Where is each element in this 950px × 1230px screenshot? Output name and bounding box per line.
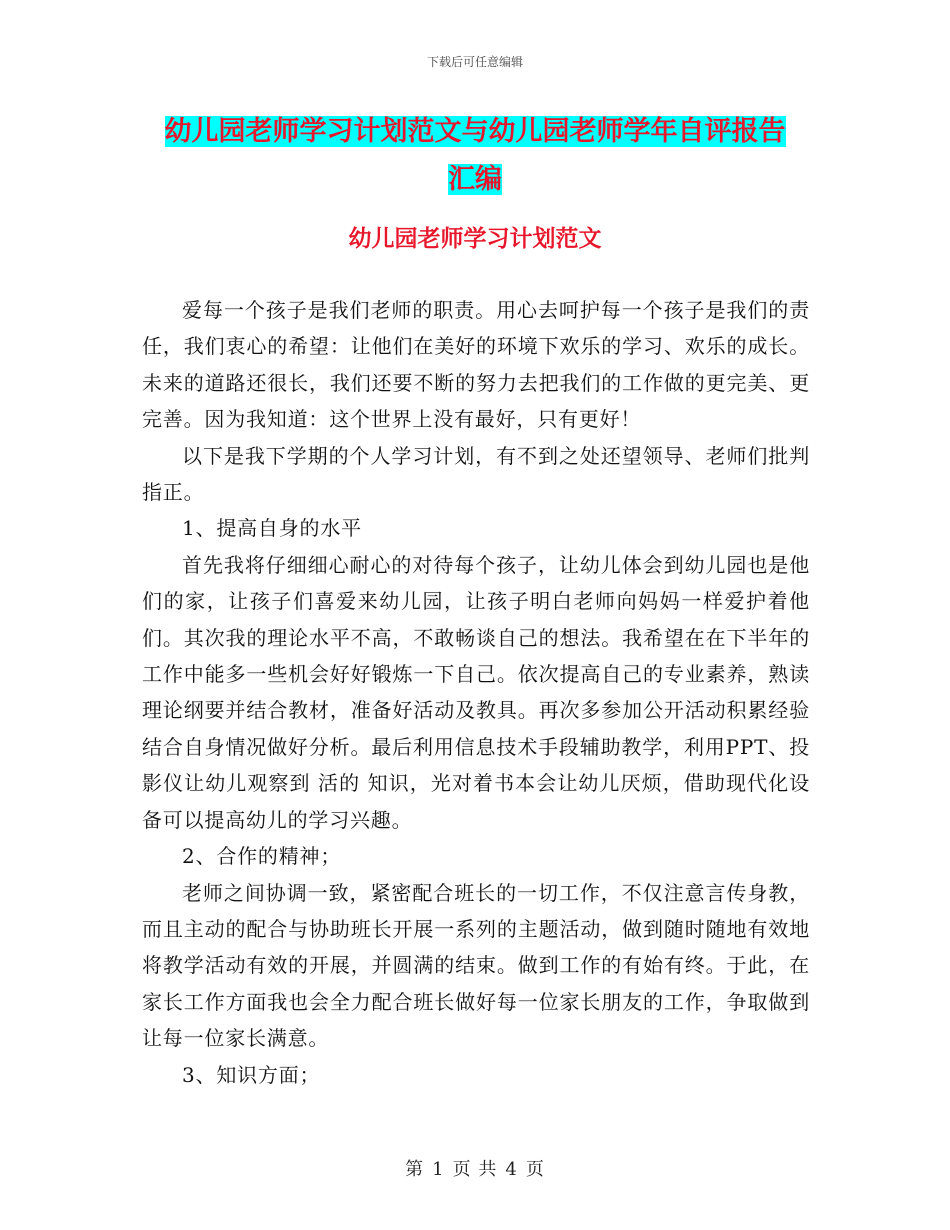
header-note: 下载后可任意编辑 xyxy=(426,55,523,69)
paragraph: 爱每一个孩子是我们老师的职责。用心去呵护每一个孩子是我们的责任，我们衷心的希望：让他们在美好的环境下欢乐的学习、欢乐的成长。未来的道路还很长，我们还要不断的努力去把我们的工作做的更完美、更完善。因为我知道：这个世界上没有最好，只有更好！ xyxy=(142,298,810,432)
footer-mid: 页 共 xyxy=(452,1159,498,1180)
body-text xyxy=(142,292,810,1093)
footer-suffix: 页 xyxy=(525,1159,545,1180)
paragraph: 老师之间协调一致，紧密配合班长的一切工作，不仅注意言传身教，而且主动的配合与协助班长开展一系列的主题活动，做到随时随地有效地将教学活动有效的开展，并圆满的结束。做到工作的有始有终。于此，在家长工作方面我也会全力配合班长做好每一位家长朋友的工作，争取做到让每一位家长满意。 xyxy=(142,880,810,1051)
title-line-1: 幼儿园老师学习计划范文与幼儿园老师学年自评报告 xyxy=(164,116,786,147)
footer-page-total: 4 xyxy=(505,1159,518,1180)
paragraph: 首先我将仔细细心耐心的对待每个孩子，让幼儿体会到幼儿园也是他们的家，让孩子们喜爱来幼儿园，让孩子明白老师向妈妈一样爱护着他们。其次我的理论水平不高，不敢畅谈自己的想法。我希望在在下半年的工作中能多一些机会好好锻炼一下自己。依次提高自己的专业素养，熟读理论纲要并结合教材，准备好活动及教具。再次多参加公开活动积累经验结合自身情况做好分析。最后利用信息技术手段辅助教学，利用PPT、投影仪让幼儿观察到 活的 知识，光对着书本会让幼儿厌烦，借助现代化设备可以提高幼儿的学习兴趣。 xyxy=(142,552,810,832)
list-heading: 1、提高自身的水平 xyxy=(182,516,362,541)
footer-prefix: 第 xyxy=(405,1159,425,1180)
list-heading: 2、合作的精神； xyxy=(182,844,342,869)
section-title: 幼儿园老师学习计划范文 xyxy=(348,225,602,252)
paragraph: 以下是我下学期的个人学习计划，有不到之处还望领导、老师们批判指正。 xyxy=(142,443,810,505)
footer-page-number: 1 xyxy=(432,1159,445,1180)
list-heading: 3、知识方面； xyxy=(182,1062,321,1087)
document-title xyxy=(140,108,810,204)
title-line-2: 汇编 xyxy=(448,164,502,195)
page-footer xyxy=(0,1155,950,1181)
